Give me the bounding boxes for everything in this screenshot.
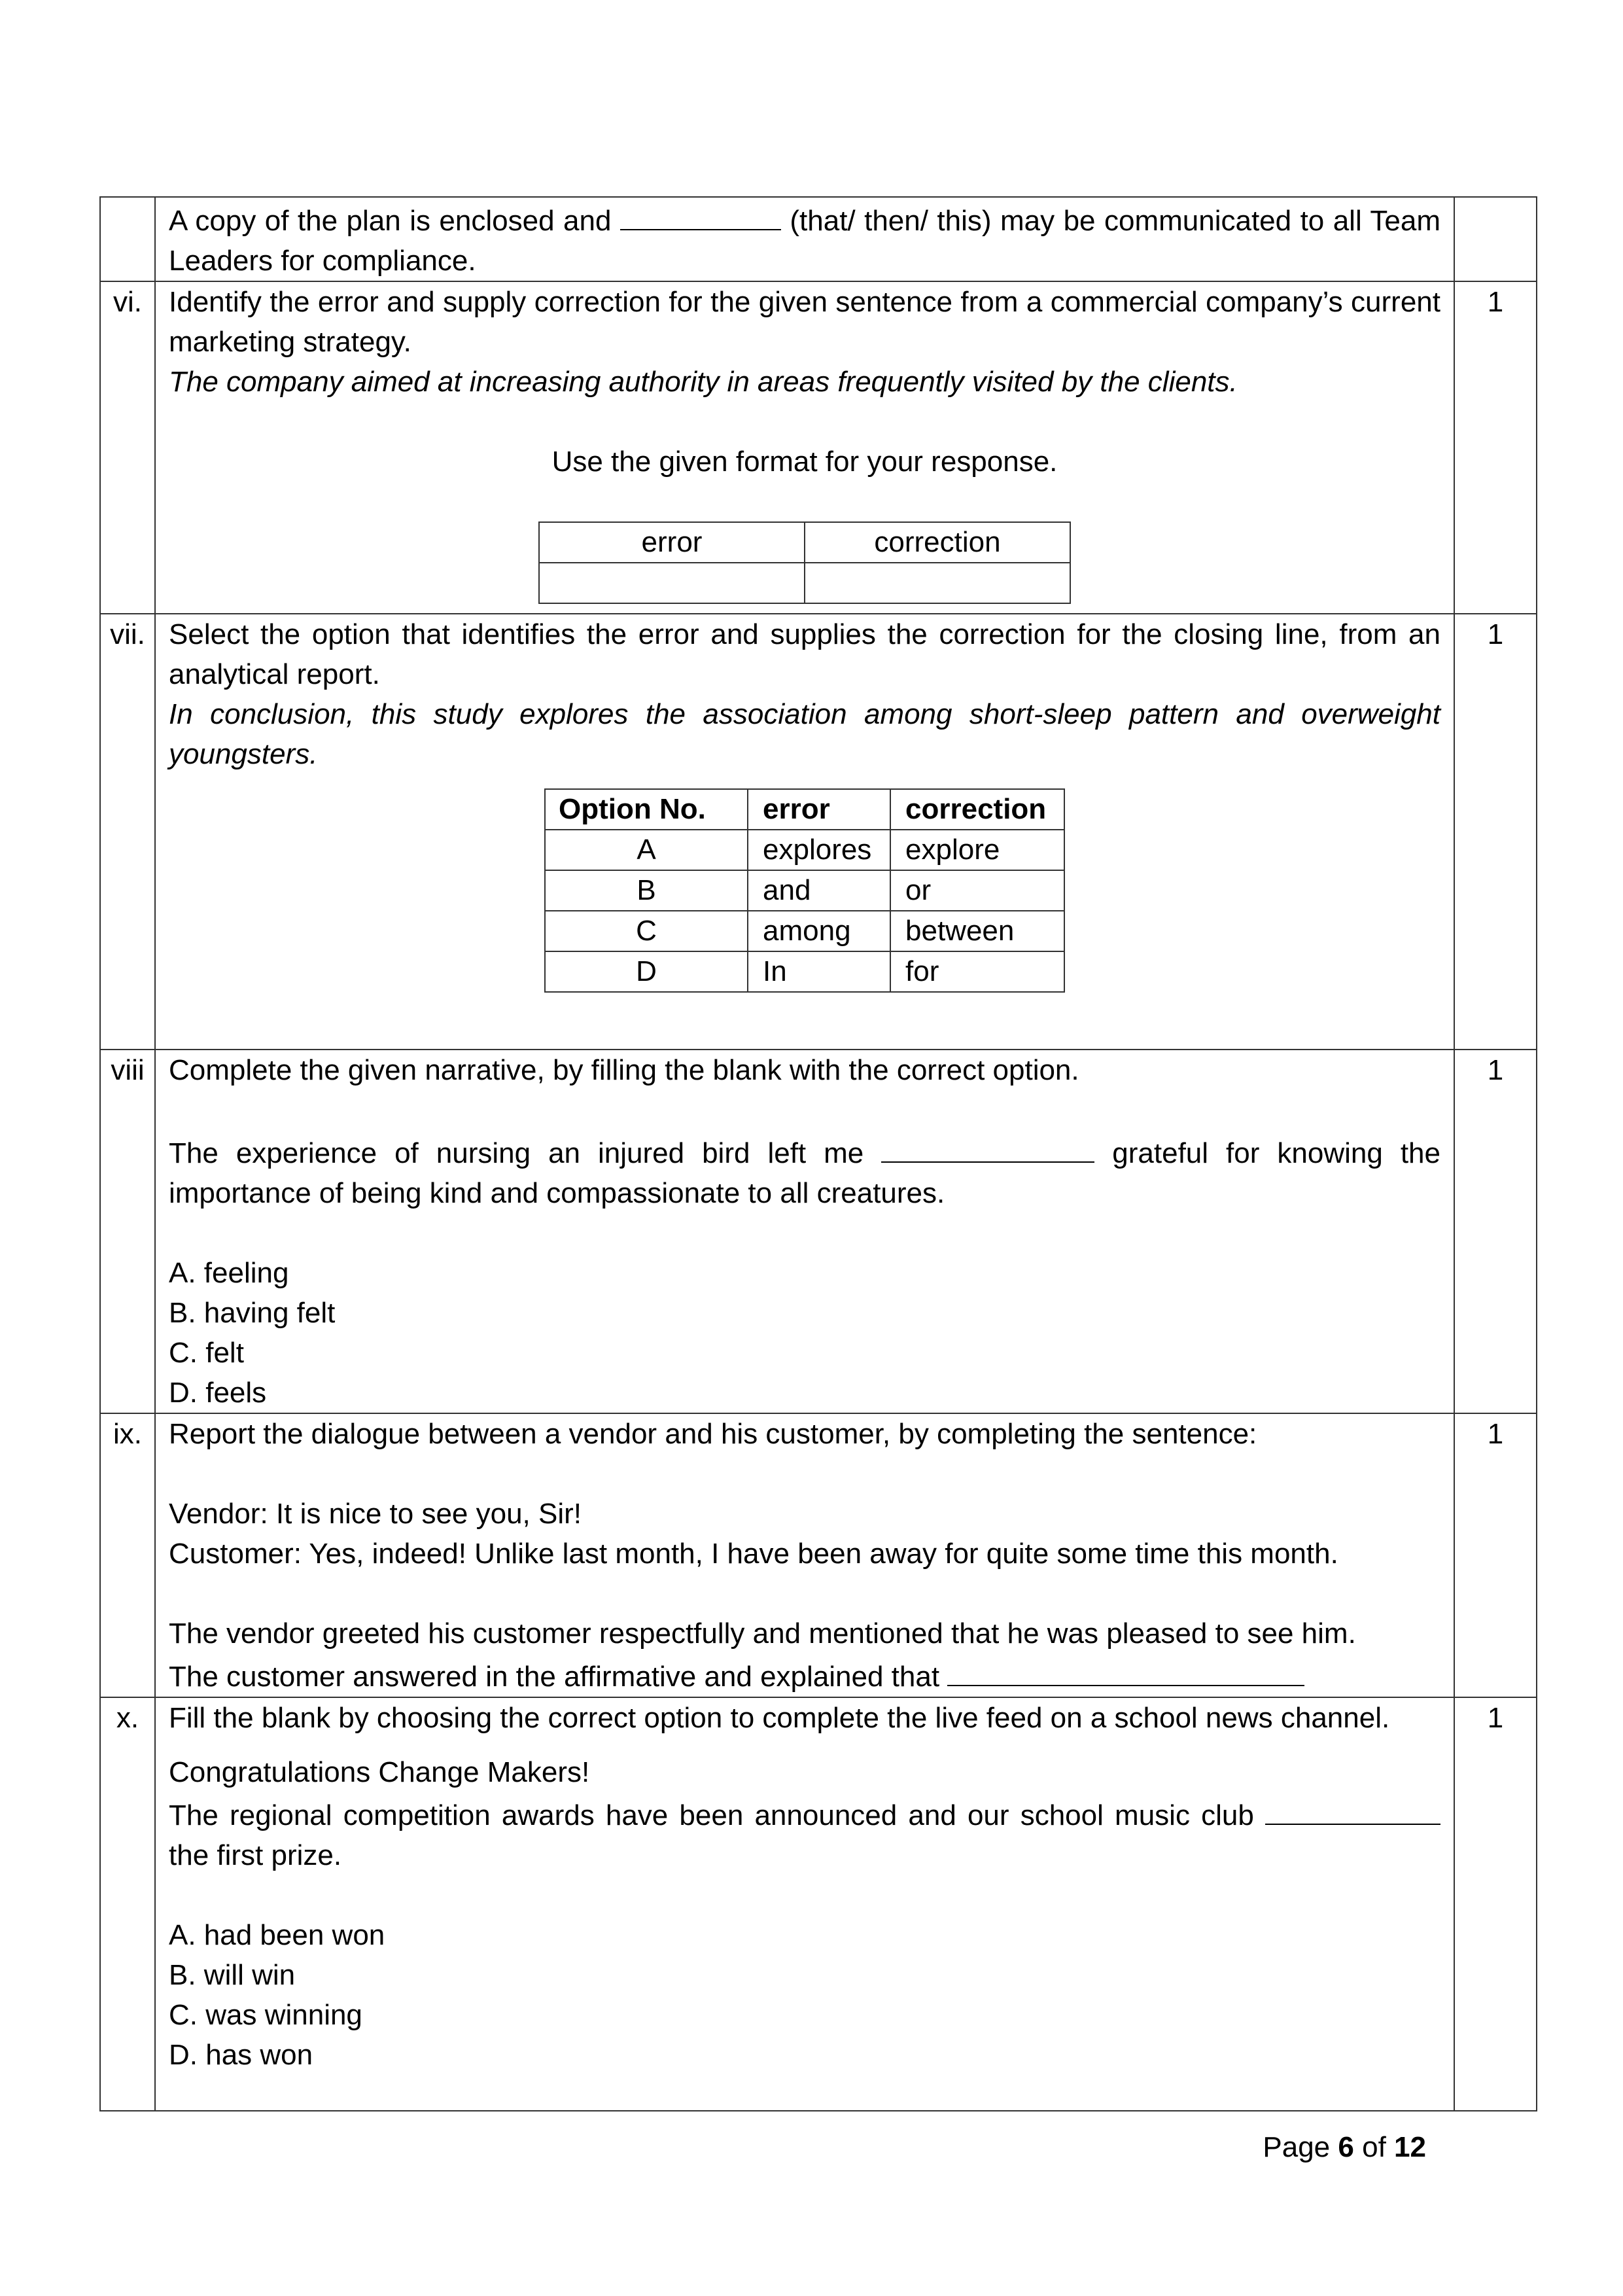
dialogue-vendor: Vendor: It is nice to see you, Sir! <box>169 1498 582 1530</box>
option-row[interactable] <box>545 830 1064 870</box>
options-table <box>544 788 1065 993</box>
option-c[interactable]: C. felt <box>169 1337 244 1369</box>
option-a[interactable]: A. had been won <box>169 1919 385 1951</box>
marks: 1 <box>1454 1413 1537 1697</box>
format-header-correction: correction <box>805 522 1070 563</box>
option-correction: or <box>890 870 1064 911</box>
option-d[interactable]: D. feels <box>169 1377 267 1409</box>
dialogue-customer: Customer: Yes, indeed! Unlike last month, I have been away for quite some time this month. <box>169 1538 1338 1570</box>
option-no: D <box>545 951 748 992</box>
narrative-text: The experience of nursing an injured bird left me grateful for knowing the importance of being kind and compassionate to all creatures. <box>169 1130 1440 1213</box>
page-number: Page 6 of 12 <box>1263 2131 1426 2163</box>
question-body <box>155 1697 1454 2111</box>
report-line-1: The vendor greeted his customer respectfully and mentioned that he was pleased to see him. <box>169 1617 1356 1650</box>
news-greeting: Congratulations Change Makers! <box>169 1756 590 1788</box>
answer-blank[interactable] <box>947 1653 1304 1686</box>
option-c[interactable]: C. was winning <box>169 1999 362 2031</box>
option-row[interactable] <box>545 911 1064 951</box>
news-text: The regional competition awards have been announced and our school music club the first prize. <box>169 1792 1440 1875</box>
question-text: Fill the blank by choosing the correct option to complete the live feed on a school news channel. <box>169 1702 1390 1734</box>
question-text: Complete the given narrative, by filling the blank with the correct option. <box>169 1054 1079 1086</box>
option-no: A <box>545 830 748 870</box>
question-number: vi. <box>100 281 155 614</box>
options-header-error: error <box>748 789 890 830</box>
question-text: Select the option that identifies the error and supplies the correction for the closing line, from an analytical report. <box>169 618 1440 690</box>
question-row-continued <box>100 197 1537 281</box>
question-body <box>155 281 1454 614</box>
report-line-2: The customer answered in the affirmative and explained that <box>169 1653 1440 1697</box>
answer-blank[interactable] <box>620 198 781 230</box>
answer-blank[interactable] <box>881 1130 1094 1163</box>
option-row[interactable] <box>545 951 1064 992</box>
format-cell-correction[interactable] <box>805 563 1070 603</box>
marks: 1 <box>1454 281 1537 614</box>
question-row-ix <box>100 1413 1537 1697</box>
marks: 1 <box>1454 1050 1537 1413</box>
marks: 1 <box>1454 614 1537 1050</box>
question-number: ix. <box>100 1413 155 1697</box>
question-body <box>155 1413 1454 1697</box>
question-body <box>155 614 1454 1050</box>
options-header-correction: correction <box>890 789 1064 830</box>
question-body <box>155 1050 1454 1413</box>
question-row-x <box>100 1697 1537 2111</box>
total-pages: 12 <box>1394 2131 1426 2163</box>
question-row-vi <box>100 281 1537 614</box>
option-error: explores <box>748 830 890 870</box>
option-b[interactable]: B. will win <box>169 1959 296 1991</box>
option-error: In <box>748 951 890 992</box>
question-number: x. <box>100 1697 155 2111</box>
format-cell-error[interactable] <box>539 563 805 603</box>
response-format-table <box>538 521 1071 604</box>
marks: 1 <box>1454 1697 1537 2111</box>
question-sentence: In conclusion, this study explores the association among short-sleep pattern and overweight youngsters. <box>169 698 1440 770</box>
question-number: viii <box>100 1050 155 1413</box>
question-number-cell <box>100 197 155 281</box>
question-row-vii <box>100 614 1537 1050</box>
question-sentence: The company aimed at increasing authority in areas frequently visited by the clients. <box>169 366 1238 398</box>
options-header-no: Option No. <box>545 789 748 830</box>
option-b[interactable]: B. having felt <box>169 1297 336 1329</box>
option-error: and <box>748 870 890 911</box>
option-row[interactable] <box>545 870 1064 911</box>
question-number: vii. <box>100 614 155 1050</box>
option-d[interactable]: D. has won <box>169 2039 313 2071</box>
current-page: 6 <box>1338 2131 1354 2163</box>
option-correction: explore <box>890 830 1064 870</box>
marks-cell <box>1454 197 1537 281</box>
format-header-error: error <box>539 522 805 563</box>
option-no: C <box>545 911 748 951</box>
option-no: B <box>545 870 748 911</box>
option-correction: between <box>890 911 1064 951</box>
question-body <box>155 197 1454 281</box>
instruction-text: Use the given format for your response. <box>551 446 1058 478</box>
option-a[interactable]: A. feeling <box>169 1257 289 1289</box>
question-text: Identify the error and supply correction for the given sentence from a commercial company’s current marketing strategy. <box>169 286 1440 358</box>
answer-blank[interactable] <box>1265 1792 1440 1825</box>
question-text: Report the dialogue between a vendor and his customer, by completing the sentence: <box>169 1418 1257 1450</box>
question-text: A copy of the plan is enclosed and (that/ then/ this) may be communicated to all Team Leaders for compliance. <box>169 198 1440 281</box>
question-table <box>99 196 1537 2111</box>
option-correction: for <box>890 951 1064 992</box>
question-row-viii <box>100 1050 1537 1413</box>
option-error: among <box>748 911 890 951</box>
